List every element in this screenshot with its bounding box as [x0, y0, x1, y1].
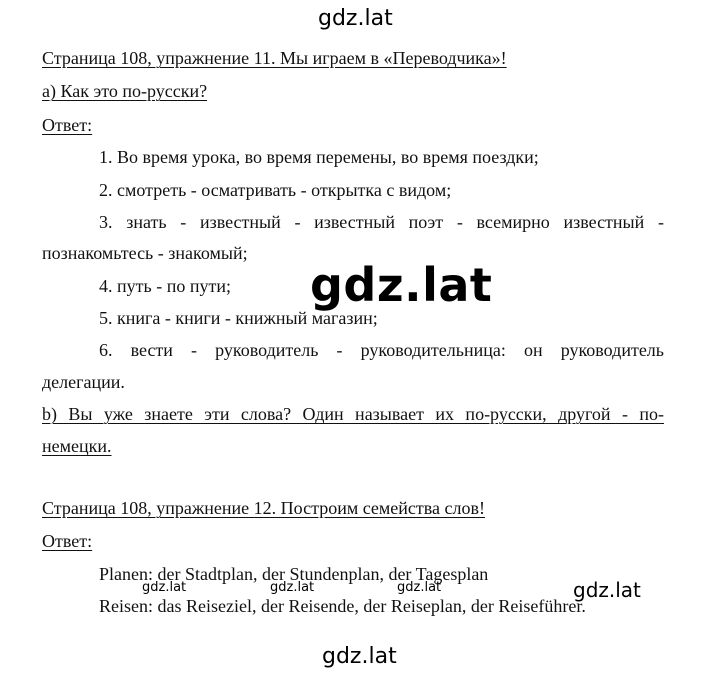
exercise-11-part-a: а) Как это по-русски?: [42, 81, 208, 101]
exercise-11-item-3: 3. знать - известный - известный поэт - всемирно известный -: [99, 212, 664, 232]
exercise-11-title: Страница 108, упражнение 11. Мы играем в «Переводчика»!: [42, 48, 507, 68]
watermark-top: gdz.lat: [318, 6, 393, 31]
watermark-right: gdz.lat: [573, 578, 641, 602]
exercise-11-part-b-line-2: немецки.: [42, 436, 112, 456]
exercise-11-item-4: 4. путь - по пути;: [99, 276, 231, 296]
exercise-11-item-6-cont: делегации.: [42, 372, 125, 392]
watermark-small-2: gdz.lat: [270, 580, 315, 595]
exercise-11-part-b-line-1: b) Вы уже знаете эти слова? Один называет их по-русски, другой - по-: [42, 404, 664, 424]
exercise-12-line-1: Planen: der Stadtplan, der Stundenplan, der Tagesplan: [99, 564, 489, 584]
exercise-12-line-2: Reisen: das Reiseziel, der Reisende, der Reiseplan, der Reiseführer.: [99, 596, 586, 616]
exercise-11-item-1: 1. Во время урока, во время перемены, во время поездки;: [99, 147, 539, 167]
exercise-12-title: Страница 108, упражнение 12. Построим семейства слов!: [42, 498, 485, 518]
exercise-11-answer-label: Ответ:: [42, 115, 93, 135]
exercise-11-item-2: 2. смотреть - осматривать - открытка с видом;: [99, 180, 452, 200]
exercise-11-item-6: 6. вести - руководитель - руководительница: он руководитель: [99, 340, 664, 360]
watermark-center: gdz.lat: [310, 258, 493, 312]
exercise-11-item-5: 5. книга - книги - книжный магазин;: [99, 308, 378, 328]
exercise-12-answer-label: Ответ:: [42, 531, 93, 551]
watermark-bottom: gdz.lat: [322, 644, 397, 669]
watermark-small-1: gdz.lat: [142, 580, 187, 595]
watermark-small-3: gdz.lat: [397, 580, 442, 595]
exercise-11-item-3-cont: познакомьтесь - знакомый;: [42, 243, 248, 263]
